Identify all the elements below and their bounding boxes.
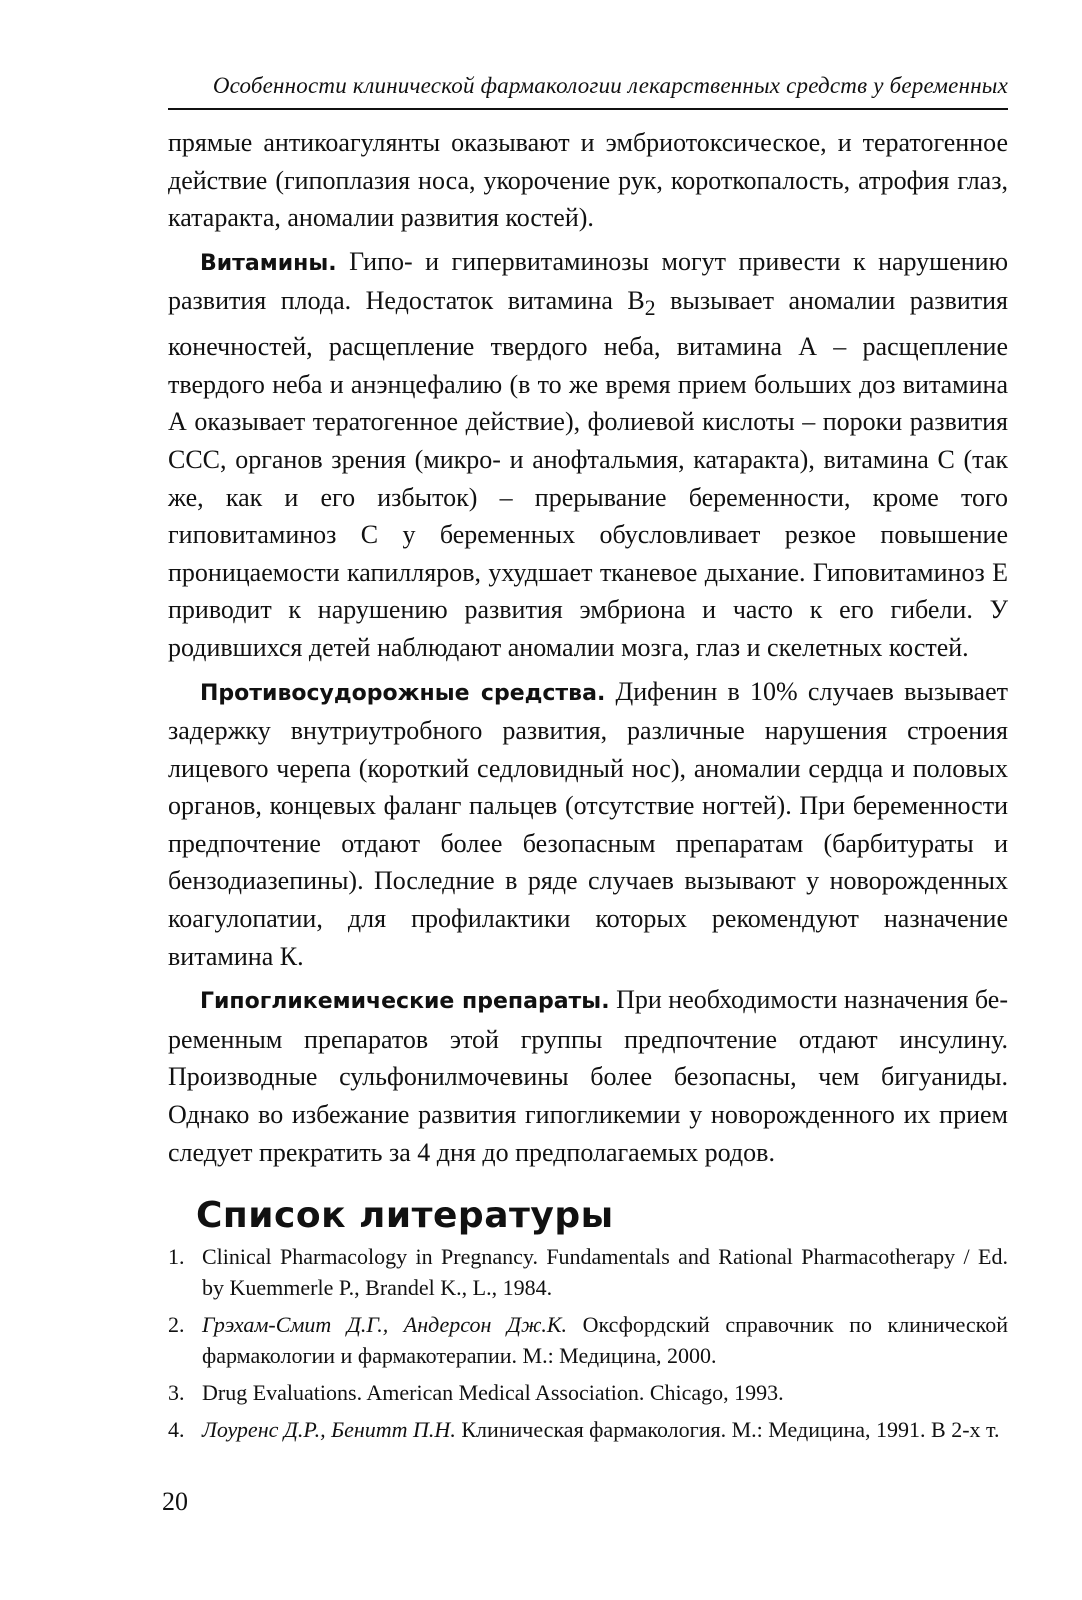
reference-number: 2. (168, 1312, 185, 1338)
paragraph-hypoglycemics (168, 981, 1008, 1171)
paragraph-vitamins (168, 243, 1008, 667)
section-heading-vitamins: Витамины. (200, 250, 337, 276)
reference-body (202, 1414, 1008, 1445)
reference-authors: Лоуренс Д.Р., Бенитт П.Н. (202, 1417, 456, 1443)
reference-number: 3. (168, 1380, 185, 1406)
paragraph-anticonvulsants (168, 673, 1008, 976)
reference-body (202, 1309, 1008, 1371)
reference-text: Клиническая фармакология. М.: Медицина, 1991. В 2-х т. (455, 1417, 1000, 1443)
references-title: Список литературы (196, 1195, 614, 1237)
vitamin-b-subscript: 2 (644, 296, 656, 321)
reference-item (168, 1241, 1008, 1303)
reference-text: Оксфордский справочник по клинической фармакологии и фармакотерапии. М.: Медицина, 2000. (202, 1312, 1008, 1369)
reference-text: Drug Evaluations. American Medical Association. Chicago, 1993. (202, 1380, 784, 1406)
paragraph-hypoglycemics-text: При необходимости назначения беременным препаратов этой группы предпочтение отдают инсулину. Производные сульфонилмочевины более безопасны, чем бигуаниды. Однако во избежание развития гипогликемии у новорожденного их прием следует прекратить за 4 дня до предполагаемых родов. (168, 985, 1009, 1167)
reference-item (168, 1309, 1008, 1371)
reference-text: Clinical Pharmacology in Pregnancy. Fundamentals and Rational Pharmacotherapy / Ed. by Kuemmerle P., Brandel K., L., 1984. (202, 1244, 1008, 1301)
book-page (168, 70, 1008, 1451)
reference-number: 1. (168, 1244, 185, 1270)
section-heading-hypoglycemics: Гипогликемические препараты. (200, 989, 610, 1015)
page-number: 20 (162, 1487, 188, 1516)
paragraph-anticonvulsants-text: Дифенин в 10% случаев вызывает задержку внутриутробного развития, различные нарушения строения лицевого черепа (короткий седловидный нос), аномалии сердца и половых органов, концевых фаланг пальцев (отсутствие ногтей). При беременности предпочтение отдают более безопасным препаратам (барбитураты и бензодиазепины). Последние в ряде случаев вызывают у новорожденных коагулопатии, для профилактики которых рекомендуют назначение витамина К. (168, 676, 1008, 971)
paragraph-anticoagulants: прямые антикоагулянты оказывают и эмбриотоксическое, и тератогенное действие (гипоплазия носа, укорочение рук, короткопалость, атрофия глаз, катаракта, аномалии развития костей). (168, 128, 1008, 233)
reference-item (168, 1377, 1008, 1408)
reference-authors: Грэхам-Смит Д.Г., Андерсон Дж.К. (202, 1312, 568, 1338)
paragraph-vitamins-text-1: Гипо- и гипервитаминозы могут привести к нарушению развития плода. Недостаток витамина B (168, 246, 1008, 316)
reference-number: 4. (168, 1417, 185, 1443)
section-heading-anticonvulsants: Противосудорожные средства. (200, 680, 606, 706)
references-list (168, 1241, 1008, 1445)
running-header: Особенности клинической фармакологии лекарственных средств у беременных (168, 70, 1008, 110)
body-text (168, 124, 1008, 1171)
reference-item (168, 1414, 1008, 1445)
paragraph-vitamins-text-2: вызывает аномалии развития конечностей, расщепление твердого неба, витамина А – расщепление твердого неба и анэнцефалию (в то же время прием больших доз витамина А оказывает тератогенное действие), фолиевой кислоты – пороки развития ССС, органов зрения (микро- и анофтальмия, катаракта), витамина С (так же, как и его избыток) – прерывание беременности, кроме того гиповитаминоз С у беременных обусловливает резкое повышение проницаемости капилляров, ухудшает тканевое дыхание. Гиповитаминоз Е приводит к нарушению развития эмбриона и часто к его гибели. У родившихся детей наблюдают аномалии мозга, глаз и скелетных костей. (168, 286, 1008, 662)
